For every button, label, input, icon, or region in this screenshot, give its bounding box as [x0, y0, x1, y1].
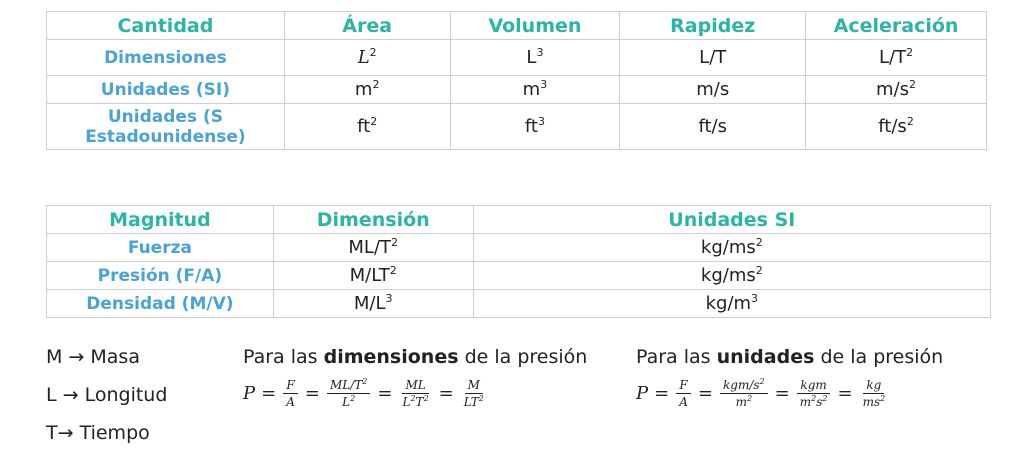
fraction: $\frac{F}{A}$	[676, 378, 691, 409]
table-row	[47, 40, 987, 76]
legend-masa: M → Masa	[46, 346, 140, 368]
magnitudes-table	[46, 205, 991, 318]
cell-aceleracion-si: $m/s^2$	[806, 76, 987, 104]
row-label-presion: Presión (F/A)	[47, 262, 274, 290]
row-label-fuerza: Fuerza	[47, 234, 274, 262]
table-row	[47, 262, 991, 290]
cell-presion-unit: $kg/ms^2$	[473, 262, 990, 290]
dimensions-heading: Para las dimensiones de la presión	[243, 346, 588, 368]
table-header-row	[47, 206, 991, 234]
row-label-si: Unidades (SI)	[47, 76, 285, 104]
table-header-row	[47, 12, 987, 40]
fraction: $\frac{ML/T^2}{L^2}$	[327, 378, 370, 409]
cell-area-si: $m^2$	[284, 76, 450, 104]
cell-fuerza-dim: $ML/T^2$	[273, 234, 473, 262]
cell-volumen-us: $ft^3$	[450, 104, 620, 150]
cell-rapidez-dim: L/T	[620, 40, 806, 76]
header-rapidez: Rapidez	[620, 12, 806, 40]
cell-densidad-dim: $M/L^3$	[273, 290, 473, 318]
fraction: $\frac{kg}{ms^2}$	[862, 377, 886, 409]
dimensions-formula: P = $\frac{F}{A}$ = $\frac{ML/T^2}{L^2}$ = $\frac{ML}{L^2T^2}$ = $\frac{M}{LT^2}$	[243, 373, 488, 413]
cell-aceleracion-dim: $L/T^2$	[806, 40, 987, 76]
cell-volumen-dim: $L^3$	[450, 40, 620, 76]
cell-densidad-unit: $kg/m^3$	[473, 290, 990, 318]
header-volumen: Volumen	[450, 12, 620, 40]
table-row	[47, 76, 987, 104]
header-dimension: Dimensión	[273, 206, 473, 234]
cell-volumen-si: $m^3$	[450, 76, 620, 104]
fraction: $\frac{F}{A}$	[283, 378, 298, 409]
legend-tiempo: T→ Tiempo	[46, 422, 150, 444]
units-formula: P = $\frac{F}{A}$ = $\frac{kgm/s^2}{m^2}$ = $\frac{\text{kgm}}{m^2s^2}$ = $\frac{kg}{ms^2}$	[636, 373, 889, 413]
row-label-densidad: Densidad (M/V)	[47, 290, 274, 318]
fraction: $\frac{ML}{L^2T^2}$	[402, 377, 429, 409]
table-row	[47, 104, 987, 150]
cell-fuerza-unit: $kg/ms^2$	[473, 234, 990, 262]
header-cantidad: Cantidad	[47, 12, 285, 40]
units-heading: Para las unidades de la presión	[636, 346, 944, 368]
fraction: $\frac{kgm/s^2}{m^2}$	[720, 378, 768, 409]
fraction: $\frac{\text{kgm}}{m^2s^2}$	[797, 378, 831, 409]
table-row	[47, 290, 991, 318]
header-area: Área	[284, 12, 450, 40]
cell-rapidez-si: m/s	[620, 76, 806, 104]
cell-aceleracion-us: $ft/s^2$	[806, 104, 987, 150]
quantities-table	[46, 11, 987, 150]
row-label-us: Unidades (S Estadounidense)	[47, 104, 285, 150]
cell-area-dim: $L^2$	[284, 40, 450, 76]
row-label-dimensiones: Dimensiones	[47, 40, 285, 76]
table-row	[47, 234, 991, 262]
header-magnitud: Magnitud	[47, 206, 274, 234]
cell-area-us: $ft^2$	[284, 104, 450, 150]
cell-rapidez-us: ft/s	[620, 104, 806, 150]
cell-presion-dim: $M/LT^2$	[273, 262, 473, 290]
legend-longitud: L → Longitud	[46, 384, 168, 406]
fraction: $\frac{M}{LT^2}$	[463, 377, 484, 409]
header-unidades-si: Unidades SI	[473, 206, 990, 234]
header-aceleracion: Aceleración	[806, 12, 987, 40]
